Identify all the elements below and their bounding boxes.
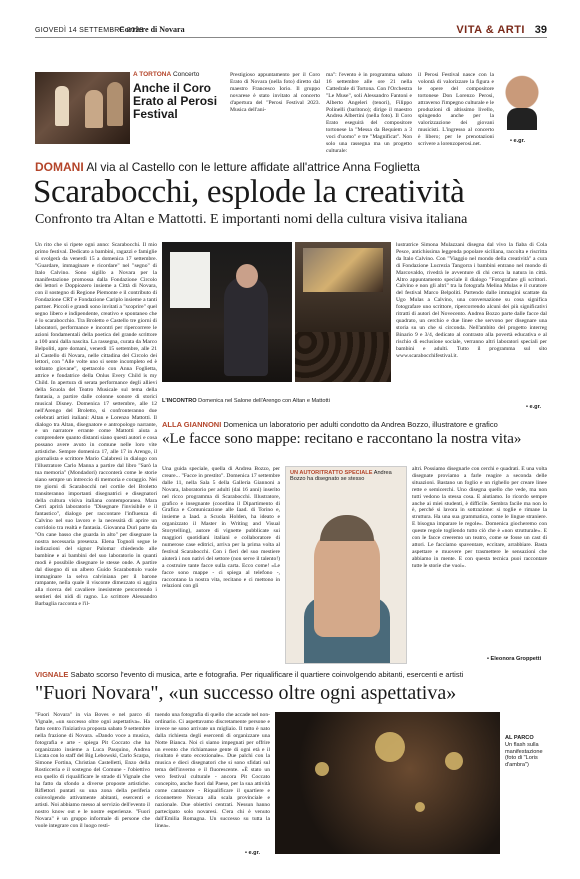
second-article-col2: altri. Possiamo disegnarle con cerchi e quadrati. E una volta disegnate proviamo a farle reagire a seconda delle situazioni. Bastano un foglio e un righello per creare linee rette e semicerchi. Uno disegna quello che vede, ma non tutti vedono la stessa cosa. E aiutiamo. Io ricordo sempre anche ai miei studenti, è difficile. Sembra facile ma non lo è, perché si lavora in sottrazione: si toglie e rimane la struttura. Ha una sua grammatica, come le lingue straniere. E bisogna imparare le regole». Domenica giocheremo con queste regole togliendo tutto ciò che è «non strutturale». E con le facce creeremo un teatro, come se fosse un cast di attori. Le facciamo spaventare, eccitare, arrabbiare. Basta aspettare e muovere per trasmettere le sensazioni che abbiamo in mente. E con questa tecnica puoi raccontare tutte le storie che vuoi». (412, 466, 547, 569)
bozzo-self-portrait-illustration (285, 466, 407, 664)
second-kicker (162, 420, 498, 429)
coro-erato-photo (35, 72, 130, 144)
top-kicker-topic: Concerto (172, 71, 200, 78)
second-kicker-text: Domenica un laboratorio per adulti condotto da Andrea Bozzo, illustratore e grafico (223, 420, 498, 429)
third-article-title: "Fuori Novara", «un successo oltre ogni aspettativa» (35, 682, 457, 704)
header-section: VITA & ARTI (456, 24, 525, 36)
park-caption-label: AL PARCO (505, 735, 534, 741)
second-article-signature: • Eleonora Groppetti (487, 656, 542, 662)
main-photo-caption (162, 398, 392, 404)
third-article-col1: "Fuori Novara" in via Boves e nel parco di Vignale, «un successo oltre ogni aspettativa». Ha fatto centro l'iniziativa proposta sabato 9 settembre nella frazione di Novara. «Dando voce a musica, fotografia e arte - spiega Pit Coccato che ha organizzato insieme a Luca Pasquino, Andrea Licata con lo staff del Big Lebowski, Carlo Scarpa, Simone Fortina, Christian Castelletti, Enzo della Rosticceria e il sostegno del Comune - l'obiettivo era quello di riqualificare le strade di Vignale che ha fatto da sfondo a diverse proposte artistiche. Riflettori puntati su una zona della periferia coinvolgendo attivamente abitanti, esercenti e artisti. Noi abbiamo messo al servizio dell'evento il nostro know out e le nostre esperienze. "Fuori Novara" è un gruppo informale di persone che vuole integrare con il luogo resti- (35, 712, 150, 829)
perosi-portrait-photo (497, 72, 547, 130)
top-article-col1: Prestigioso appuntamento per il Coro Erato di Novara (nella foto) diretto dal maestro Francesco Iorio. Il gruppo novarese è stato invitato al concerto d'apertura del "Perosi Festival 2023. Musica dell'ani- (230, 72, 320, 113)
park-caption-text: Un flash sulla manifestazione (foto di "Loris d'ambra") (505, 741, 543, 769)
main-article-col2: lustratrice Simona Mulazzani disegna dal vivo la fiaba di Cola Pesce, antichissima leggenda popolare siciliana, raccolta e riscritta da Italo Calvino. Con "Viaggio nel mondo della creatività" a cura di Fondazione Lucrezia Tangorra i bambini entrano nel mondo di Marcovaldo, rivedrà le avventure di chi cerca la natura in città. Altro appuntamento speciale il dialogo "Fotografare gli scrittori. Calvino e non gli altri" tra la fotografa Melina Mulas e il curatore del festival Marco Belpoliti. Partendo dalle immagini scattate da Ugo Mulas a Calvino, una conversazione su cosa significa fotografare uno scrittore, ripercorrendo alcuni dei più significativi ritratti di autori del Novecento. Andrea Bozzo parte dalle facce dal quadrato, un cerchio e due linee che servono per disegnare una storia su un che si circonda. Nell'ambito del progetto interreg Binario 9 e 3/4, dedicato al contrasto alla povertà educativa e al rischio di esclusione sociale, verranno altri laboratori speciali per bambini e adulti. Tutto il programma sul sito www.scarabocchifestival.it. (396, 242, 547, 359)
second-article-col1: Una guida speciale, quella di Andrea Bozzo, per creare... "Facce in prestito". Domenica 17 settembre dalle 11, nella Sala 5 della Galleria Giannoni a Novara, laboratorio per adulti (dai 16 anni) inserito nel ricco programma di Scarabocchi. Illustratore, grafico e insegnante (coordina il Dipartimento di Grafica e Comunicazione alle Iaad. di Torino e, insieme a Iaad. a Scuola Holden, ha ideato e organizzato il Master in Writing and Visual Storytelling), autore di vignette pubblicate sui maggiori quotidiani italiani e collaboratore di numerose case editrici, arriva per la prima volta al festival Scarabocchi. Con i fieri del suo mestiere aiuterà i non nativi del settore (non serve il talento!) a costruire tante facce sulla carta. Ecco come! «Le facce sono mappe - ci spiega al telefono -, raccontano la nostra vita, recitano e ci mettono in relazioni con gli (162, 466, 280, 590)
third-article-signature: • e.gr. (245, 850, 261, 856)
top-kicker (133, 71, 199, 78)
main-article-subtitle: Confronto tra Altan e Mattotti. E importanti nomi della cultura visiva italiana (35, 212, 468, 227)
main-caption-label: L'INCONTRO (162, 398, 197, 404)
illus-caption-label: UN AUTORITRATTO SPECIALE (290, 470, 373, 476)
top-article-col3: il Perosi Festival nasce con la volontà di valorizzare la figura e le opere del compositore tortonese Don Lorenzo Perosi, attraverso l'impegno culturale e le produzioni di altissimo livello, spingendo anche per la valorizzazione dei giovani musicisti. L'ingresso al concerto è libero; per le prenotazioni scrivere a lorenzoperosi.net. (418, 72, 494, 148)
main-article-col1: Un rito che si ripete ogni anno: Scarabocchi. Il mio primo festival. Dedicato a bambini, ragazzi e famiglie si svolgerà da venerdì 15 a domenica 17 settembre. "Guardare, immaginare e ricordare" nel "segno" di Italo Calvino. Sono sigillo a Novara per la manifestazione promossa dalla Fondazione Circolo dei lettori e Doppiozero insieme a Città di Novara, con il sostegno di Regione Piemonte e il contributo di Fondazione CRT e Fondazione Cariplo insieme a tanti partner. Piccoli e grandi sono invitati a "scoprire" quel segno libero e indipendente, creativo e spontaneo che è lo scarabocchio. Tra Broletto e Castello tre giorni di laboratori, performance e incontri per ripercorrere le azioni fondamentali della poetica del grande scrittore a 100 anni dalla nascita. La rassegna, curata da Marco Belpoliti, apre domani, venerdì 15 settembre, alle 21 al Castello di Novara, nelle cittadina del Circolo dei lettori, con "Alle volte uno si sente incompleto ed è soltanto giovane", spettacolo con Anna Foglietta, attrice e fondatrice della Onlus Every Child is my Child. In apertura di serata performance degli allievi della Scuola del Teatro Musicale sul tema della fantasia, a partire dalle colonne sonore di storici musical Disney. Domenica 17 settembre, alle 12 nell'Arengo del Broletto, si confronteranno due celebrati artisti italiani: Altan e Lorenzo Mattotti. Il dialogo tra Altan, disegnatore e antropologo narrante, e un narratore errante come Mattotti aiuta a comprendere quanto distanti siano questi autori e cosa possano avere avuto in comune nelle loro vite artistiche. Sempre domenica 17, alle 17 in Arengo, il giornalista e scrittore Mario Calabresi in dialogo con l'illustratore Carlo Manna a partire dal libro "Sarò la tua memoria" (Mondadori) racconterà come le storie siano sempre un intreccio di memoria e coraggio. Nei tre giorni di Scarabocchi nel cortile del Broletto transiteranno importanti disegnatrici e disegnatori della cultura visiva italiana contemporanea. Mara Cerri aprirà laboratorio "Disegnare l'invisibile e il fantastico", dialogo per raccontare l'influenza di Calvino nel suo lavoro e la necessità di aprire un corridoio tra realtà e fantasia. Giovanna Durì parte da "On cane basso che guarda in alto" per disegnare la nostra necessaria presenza. Elena Tognoli segue le indicazioni del signor Palomar chiedendo alle bambine e ai bambini del suo laboratorio in quanti modi è possibile disegnare le stesse onde. A partire dal disegno di un albero Guido Scarabottolo vuole immaginare la selva calviniana per il barone rampante, nella quale il visconte dimezzato si aggira alla ricerca del cavaliere inesistente percorrendo i sentieri dei nidi di ragno. Lo scrittore Alessandro Barbaglia racconta e l'il- (35, 242, 157, 608)
illus-caption (290, 470, 404, 482)
header-page-number: 39 (534, 24, 547, 36)
main-kicker-text: Al via al Castello con le letture affidate all'attrice Anna Foglietta (86, 160, 420, 174)
second-kicker-label: ALLA GIANNONI (162, 420, 222, 429)
top-article-signature: • e.gr. (510, 138, 526, 144)
page-header (35, 24, 547, 38)
top-article-col2: ma": l'evento è in programma sabato 16 settembre alle ore 21 nella Cattedrale di Tortona. Con l'Orchestra "Le Muse", soli Alessandro Fantoni e Alberto Angeleri (tenori), Filippo Polinelli (baritono); dirige il maestro Andrea Albertini (nella foto). Il Coro Erato eseguirà del compositore tortonese la "Messa da Requiem a 3 voci d'uomo" e tre "Magnificat". Non solo una rassegna ma un progetto culturale: (326, 72, 412, 154)
third-kicker-label: VIGNALE (35, 670, 69, 679)
third-kicker-text: Sabato scorso l'evento di musica, arte e fotografia. Per riqualificare il quartiere coinvolgendo abitanti, esercenti e artisti (70, 670, 464, 679)
header-date: GIOVEDÌ 14 SETTEMBRE 2023 (35, 27, 144, 34)
main-article-title: Scarabocchi, esplode la creatività (33, 174, 465, 210)
altan-mattotti-photo (162, 242, 292, 382)
top-kicker-location: A TORTONA (133, 71, 172, 78)
top-article-title: Anche il Coro Erato al Perosi Festival (133, 81, 218, 121)
main-caption-text: Domenica nel Salone dell'Arengo con Altan e Mattotti (198, 398, 330, 404)
illus-caption-text: Andrea Bozzo ha disegnato se stesso (290, 470, 392, 482)
vignale-park-photo (275, 712, 500, 854)
main-kicker-label: DOMANI (35, 160, 84, 174)
third-article-col2: tuendo una fotografia di quello che accade nel non-ordinario. Ci aspettavamo discretamente persone e invece ne sono arrivate un migliaio. Il tutto è nato dalla richiesta degli esercenti di organizzare una Notte Bianca. Noi ci siamo impegnati per offrire un evento che richiamasse gente di ogni età e il risultato è stato eccezionale». Due palchi con la musica e dieci disegnatori che si sono sfidati sul tema dell'inverno e il fluorescente. «È stato un vero festival culturale - ancora Pit Coccato concepito, anche fuori dal Paese, per la sua attività come cantautore - Riqualificare il quartiere e riconnettere Novara alla scala provinciale e nazionale. Due obiettivi centrati. Nessun hanno partecipato solo novaresi. C'era chi è venuto dall'Emilia Romagna. Un successo su tutta la linea». (155, 712, 270, 829)
header-paper-name: Corriere di Novara (119, 25, 185, 34)
third-kicker (35, 670, 463, 679)
main-kicker (35, 160, 420, 174)
main-article-signature: • e.gr. (526, 404, 542, 410)
festival-audience-photo (295, 242, 391, 382)
park-photo-caption (505, 735, 549, 769)
second-article-title: «Le facce sono mappe: recitano e raccontano la nostra vita» (162, 431, 522, 447)
